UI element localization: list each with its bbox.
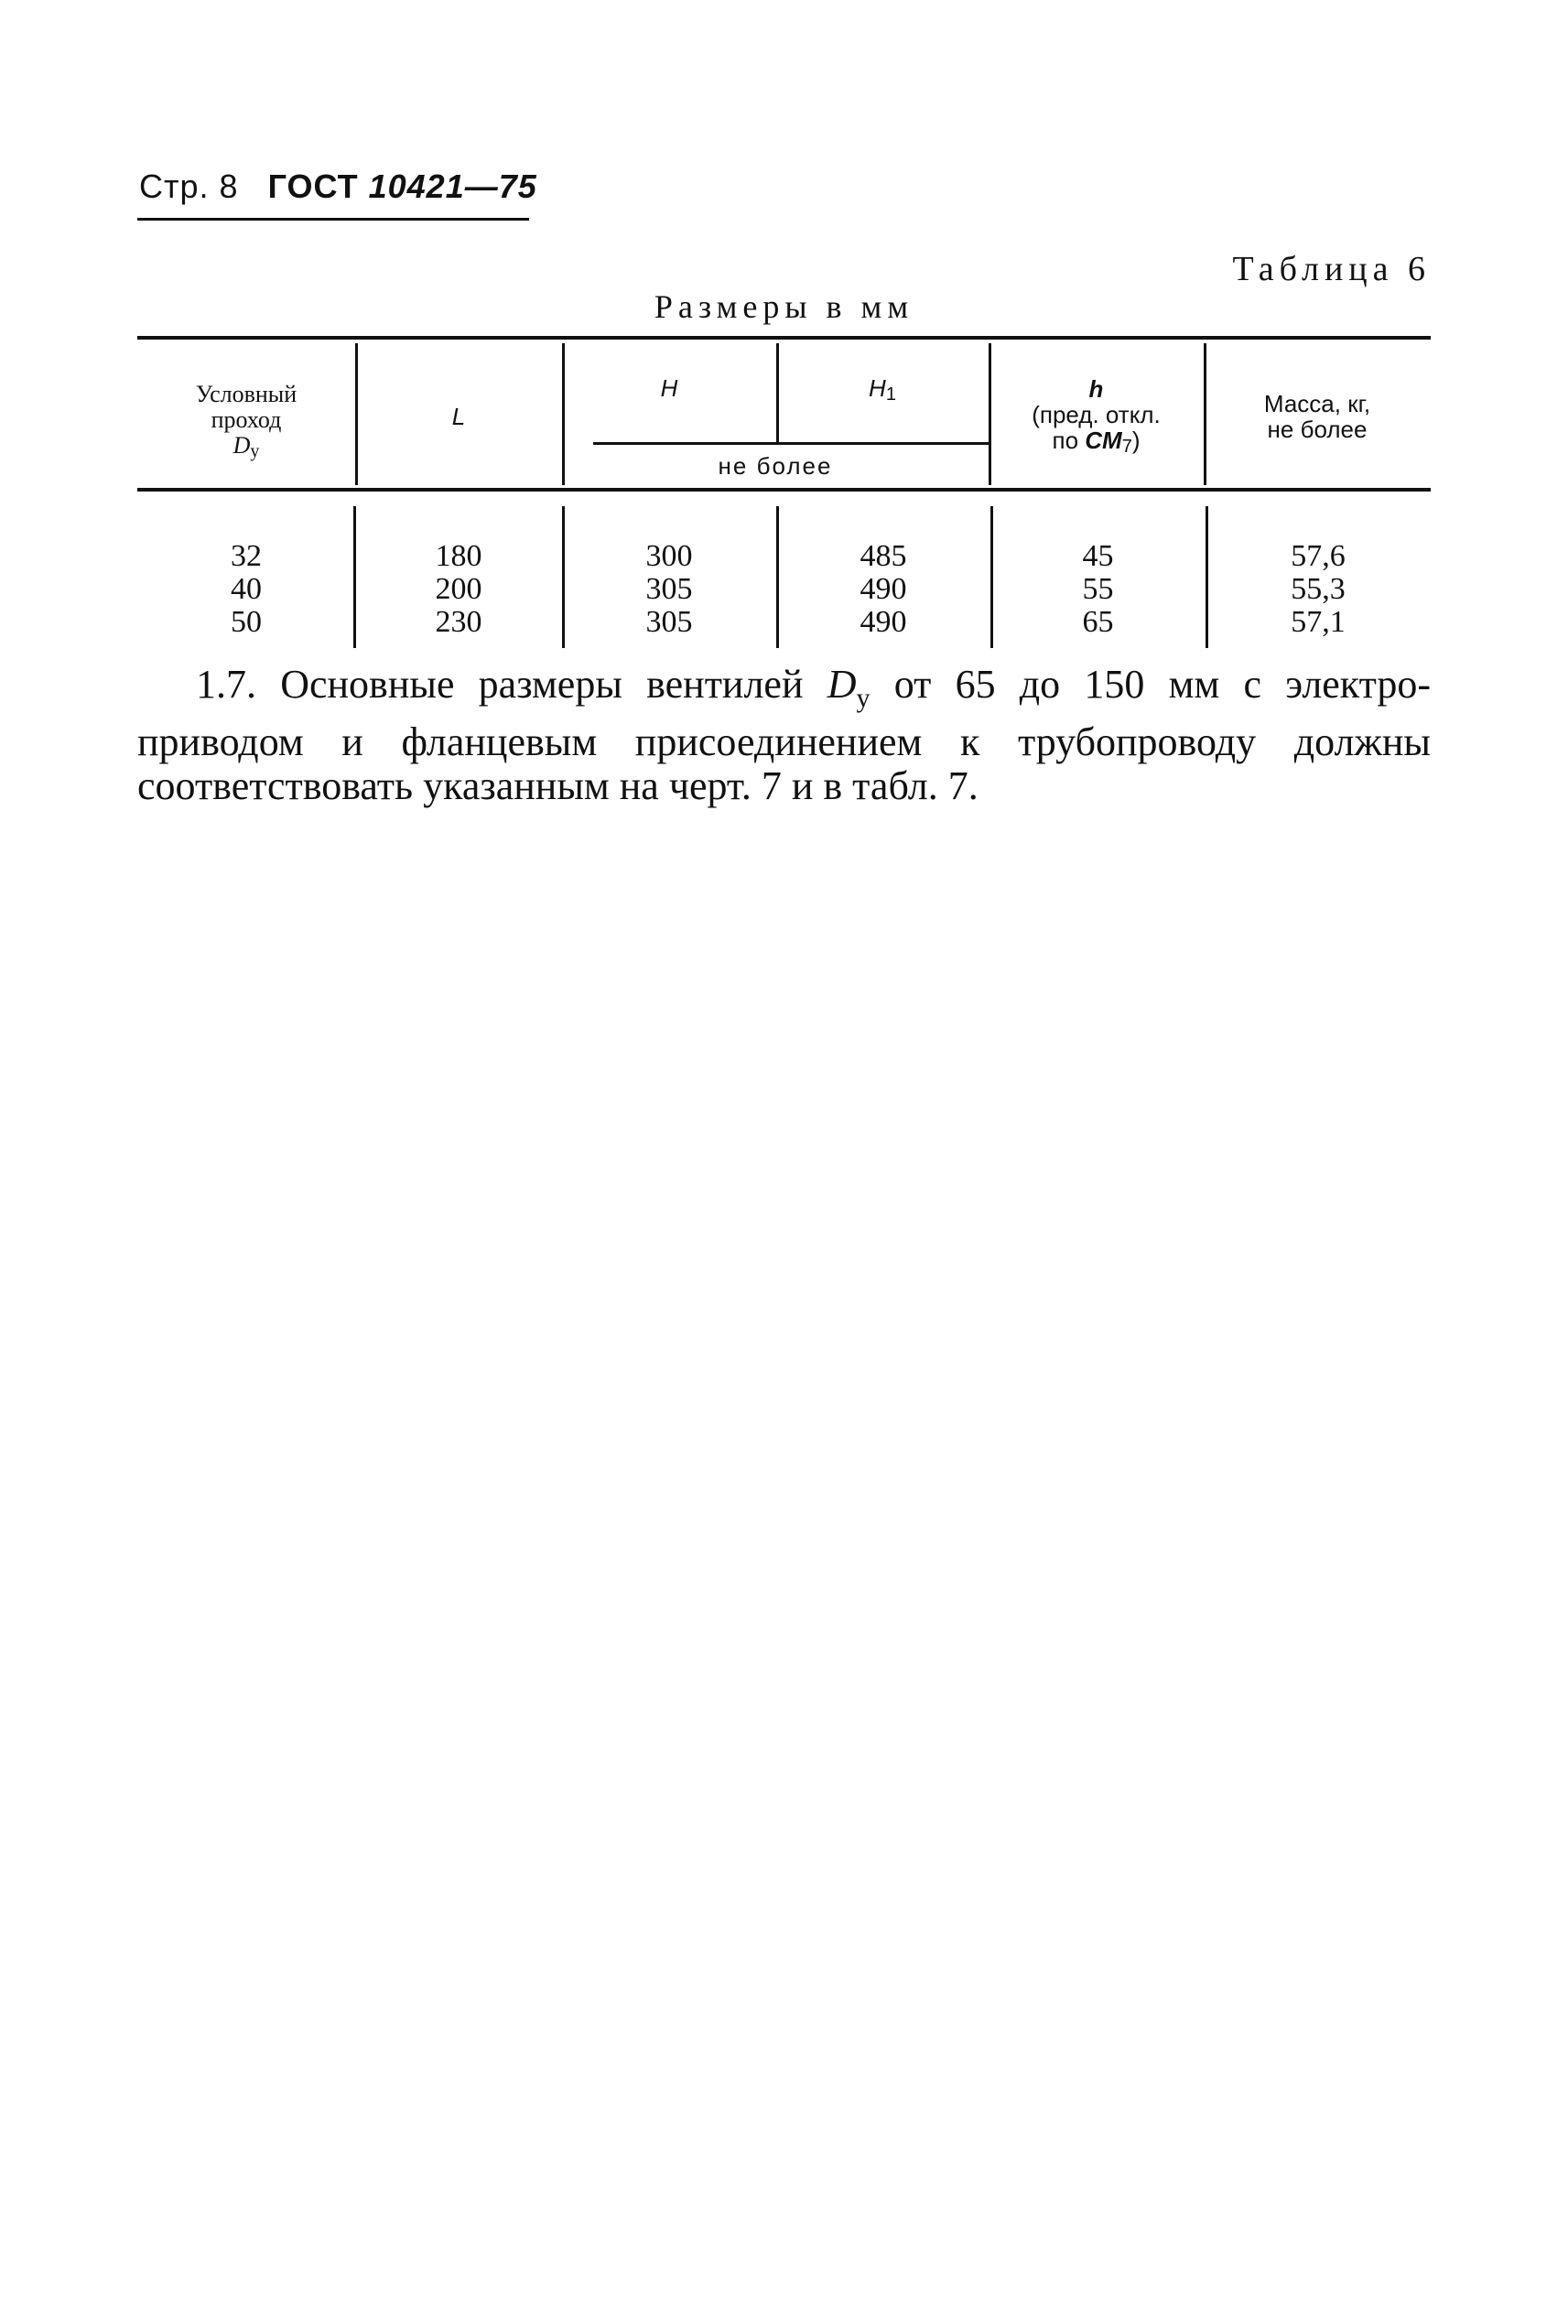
table-cell-H: 300 [645, 539, 693, 573]
table-cell-h: 55 [1082, 572, 1114, 606]
header-h-line3-prefix: по [1052, 427, 1079, 454]
dy-subscript: у [856, 682, 871, 713]
table-caption: Таблица 6 [1232, 250, 1431, 288]
dy-symbol: D [232, 432, 251, 459]
paragraph-text: 1.7. Основные размеры вентилей [196, 662, 804, 707]
dimensions-note: Размеры в мм [654, 288, 914, 325]
table-cell-mass: 55,3 [1291, 572, 1346, 606]
header-h-line3-suffix: ) [1131, 427, 1141, 454]
table-cell-h: 65 [1082, 605, 1114, 639]
header-underline [137, 218, 529, 221]
header-dy-symbol [137, 433, 355, 464]
paragraph-text: от 65 до 150 мм с электро- [893, 662, 1432, 707]
table-cell-L: 180 [435, 539, 482, 573]
table-cell-H1: 490 [860, 605, 907, 639]
column-H1 [776, 540, 990, 639]
header-h-line3 [989, 427, 1204, 459]
column-h [990, 540, 1206, 639]
header-H1 [776, 375, 989, 407]
table-cell-mass: 57,1 [1291, 605, 1346, 639]
table-header-rule [137, 488, 1431, 492]
header-h-line2: (пред. откл. [1032, 401, 1161, 428]
paragraph-line: приводом и фланцевым присоединением к трубопроводу должны [137, 719, 1431, 764]
header-group-not-more: не более [718, 452, 833, 480]
header-L-label: L [451, 403, 466, 430]
table-cell-dy: 32 [231, 539, 262, 573]
dy-subscript: у [250, 441, 260, 461]
header-H [562, 375, 776, 401]
paragraph-1-7 [137, 663, 1431, 808]
standard-designation [268, 168, 537, 205]
table-cell-H: 305 [645, 605, 693, 639]
table-cell-H1: 490 [860, 572, 907, 606]
table-cell-H: 305 [645, 572, 693, 606]
paragraph-line [137, 663, 1431, 720]
table-cell-L: 200 [435, 572, 482, 606]
table-cell-dy: 50 [231, 605, 262, 639]
column-H [562, 540, 776, 639]
header-L [355, 404, 562, 429]
page-header [139, 167, 537, 207]
header-h [989, 376, 1204, 459]
header-h-fit-symbol: СМ [1085, 427, 1122, 454]
column-dy [137, 540, 355, 639]
column-L [355, 540, 562, 639]
paragraph-line: соответствовать указанным на черт. 7 и в табл. 7. [137, 762, 979, 808]
header-dy-line1: Условный [195, 381, 297, 407]
table-top-rule [137, 336, 1431, 340]
column-mass [1206, 540, 1431, 639]
table-cell-L: 230 [435, 605, 482, 639]
dy-symbol [827, 662, 871, 713]
header-nominal-bore [137, 382, 355, 464]
standard-number: 10421—75 [368, 168, 537, 205]
page-number: Стр. 8 [139, 168, 239, 205]
dy-letter: D [827, 662, 857, 707]
header-H1-subscript: 1 [885, 384, 896, 405]
header-H1-symbol: H [869, 374, 886, 402]
table-group-rule [593, 442, 989, 445]
header-H-label: H [660, 374, 678, 402]
dimensions-table [137, 334, 1431, 650]
header-h-symbol: h [1088, 375, 1104, 403]
header-dy-line2: проход [211, 406, 282, 433]
table-cell-mass: 57,6 [1291, 539, 1346, 573]
header-mass-line1: Масса, кг, [1263, 390, 1371, 417]
header-h-fit-subscript: 7 [1121, 437, 1132, 457]
standard-prefix: ГОСТ [267, 168, 359, 205]
header-mass-line2: не более [1267, 416, 1368, 443]
table-cell-h: 45 [1082, 539, 1114, 573]
table-cell-H1: 485 [860, 539, 907, 573]
header-mass [1204, 391, 1431, 442]
table-cell-dy: 40 [231, 572, 262, 606]
